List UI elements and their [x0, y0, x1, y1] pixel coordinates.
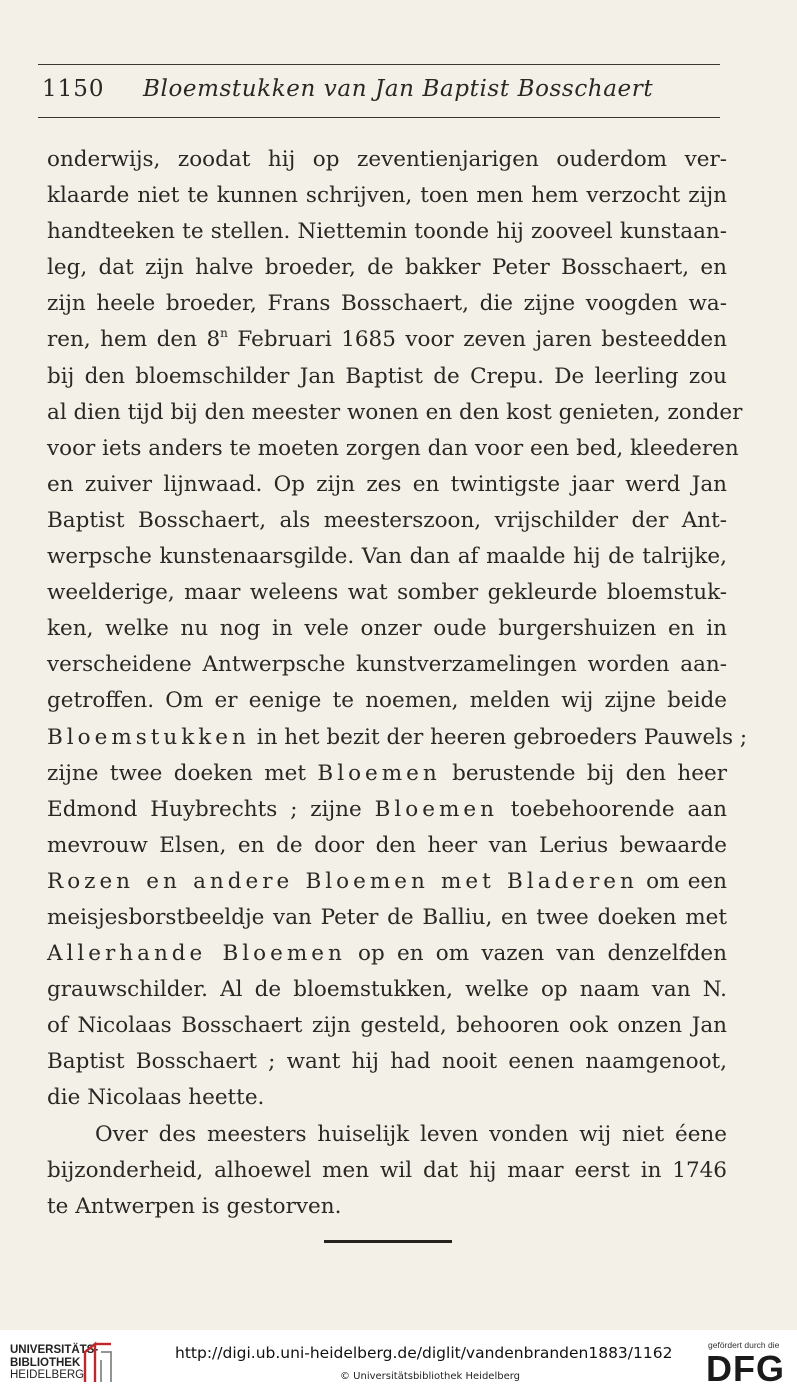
- text-line: klaarde niet te kunnen schrijven, toen men hem verzocht zijn: [47, 183, 727, 209]
- text-line: getroffen. Om er eenige te noemen, melden wij zijne beide: [47, 688, 727, 714]
- end-rule: [324, 1240, 452, 1243]
- text-span: berustende bij den heer: [440, 760, 727, 786]
- text-span: in het bezit der heeren gebroeders Pauwels ;: [249, 724, 748, 750]
- spaced-title: Allerhande Bloemen: [47, 941, 346, 967]
- page-number: 1150: [42, 76, 105, 102]
- text-span: Edmond Huybrechts ; zijne: [47, 796, 375, 822]
- library-line: HEIDELBERG: [10, 1369, 85, 1381]
- text-line: werpsche kunstenaarsgilde. Van dan af maalde hij de talrijke,: [47, 544, 727, 570]
- text-line: verscheidene Antwerpsche kunstverzamelingen worden aan-: [47, 652, 727, 678]
- text-line: leg, dat zijn halve broeder, de bakker Peter Bosschaert, en: [47, 255, 727, 281]
- text-line: [47, 720, 748, 756]
- superscript: n: [220, 326, 228, 341]
- text-line: ken, welke nu nog in vele onzer oude burgershuizen en in: [47, 616, 727, 642]
- library-logo-icon: [81, 1338, 117, 1386]
- text-span: om een: [637, 868, 727, 894]
- spaced-title: Bloemen: [317, 760, 441, 786]
- text-line: [47, 936, 727, 972]
- text-line: Over des meesters huiselijk leven vonden wij niet éene: [95, 1121, 727, 1147]
- dfg-logo: DFG: [706, 1348, 785, 1389]
- text-line: die Nicolaas heette.: [47, 1085, 265, 1111]
- spaced-title: Bloemen: [374, 796, 498, 822]
- running-title: Bloemstukken van Jan Baptist Bosschaert: [143, 76, 654, 102]
- text-span: toebehoorende aan: [497, 796, 727, 822]
- text-line: mevrouw Elsen, en de door den heer van Lerius bewaarde: [47, 832, 727, 858]
- text-line: [47, 322, 727, 358]
- text-line: grauwschilder. Al de bloemstukken, welke op naam van N.: [47, 977, 727, 1003]
- body-text: [47, 142, 748, 1225]
- text-line: bijzonderheid, alhoewel men wil dat hij maar eerst in 1746: [47, 1157, 727, 1183]
- text-line: of Nicolaas Bosschaert zijn gesteld, behooren ook onzen Jan: [47, 1013, 727, 1039]
- text-line: te Antwerpen is gestorven.: [47, 1193, 342, 1219]
- text-line: [47, 756, 727, 792]
- spaced-title: Bloemstukken: [47, 724, 250, 750]
- text-line: onderwijs, zoodat hij op zeventienjarigen ouderdom ver-: [47, 147, 727, 172]
- footer-bar: [0, 1330, 797, 1393]
- text-span: op en om vazen van denzelfden: [345, 941, 727, 967]
- text-line: en zuiver lijnwaad. Op zijn zes en twintigste jaar werd Jan: [47, 471, 727, 497]
- text-span: ren, hem den 8: [47, 327, 221, 353]
- text-line: al dien tijd bij den meester wonen en den kost genieten, zonder: [47, 399, 743, 425]
- library-line: BIBLIOTHEK: [10, 1356, 81, 1369]
- copyright-notice: © Universitätsbibliothek Heidelberg: [340, 1371, 521, 1382]
- text-line: bij den bloemschilder Jan Baptist de Crepu. De leerling zou: [47, 363, 727, 389]
- running-header: [42, 74, 722, 110]
- funded-by-label: gefördert durch die: [708, 1340, 780, 1350]
- text-line: weelderige, maar weleens wat somber gekleurde bloemstuk-: [47, 580, 727, 606]
- library-line: UNIVERSITÄTS-: [10, 1344, 99, 1356]
- text-line: [47, 792, 727, 828]
- text-line: voor iets anders te moeten zorgen dan voor een bed, kleederen: [47, 435, 739, 461]
- text-line: Baptist Bosschaert, als meesterszoon, vrijschilder der Ant-: [47, 507, 727, 533]
- text-span: zijne twee doeken met: [47, 760, 318, 786]
- text-span: Februari 1685 voor zeven jaren besteedden: [227, 327, 727, 353]
- text-line: Baptist Bosschaert ; want hij had nooit eenen naamgenoot,: [47, 1049, 727, 1075]
- text-line: [47, 864, 727, 900]
- permalink[interactable]: http://digi.ub.uni-heidelberg.de/diglit/vandenbranden1883/1162: [175, 1344, 673, 1362]
- text-line: handteeken te stellen. Niettemin toonde hij zooveel kunstaan-: [47, 219, 727, 245]
- header-rule: [38, 117, 720, 118]
- text-line: zijn heele broeder, Frans Bosschaert, die zijne voogden wa-: [47, 291, 727, 317]
- top-rule: [38, 64, 720, 65]
- text-line: meisjesborstbeeldje van Peter de Balliu, en twee doeken met: [47, 904, 727, 930]
- spaced-title: Rozen en andere Bloemen met Bladeren: [47, 868, 638, 894]
